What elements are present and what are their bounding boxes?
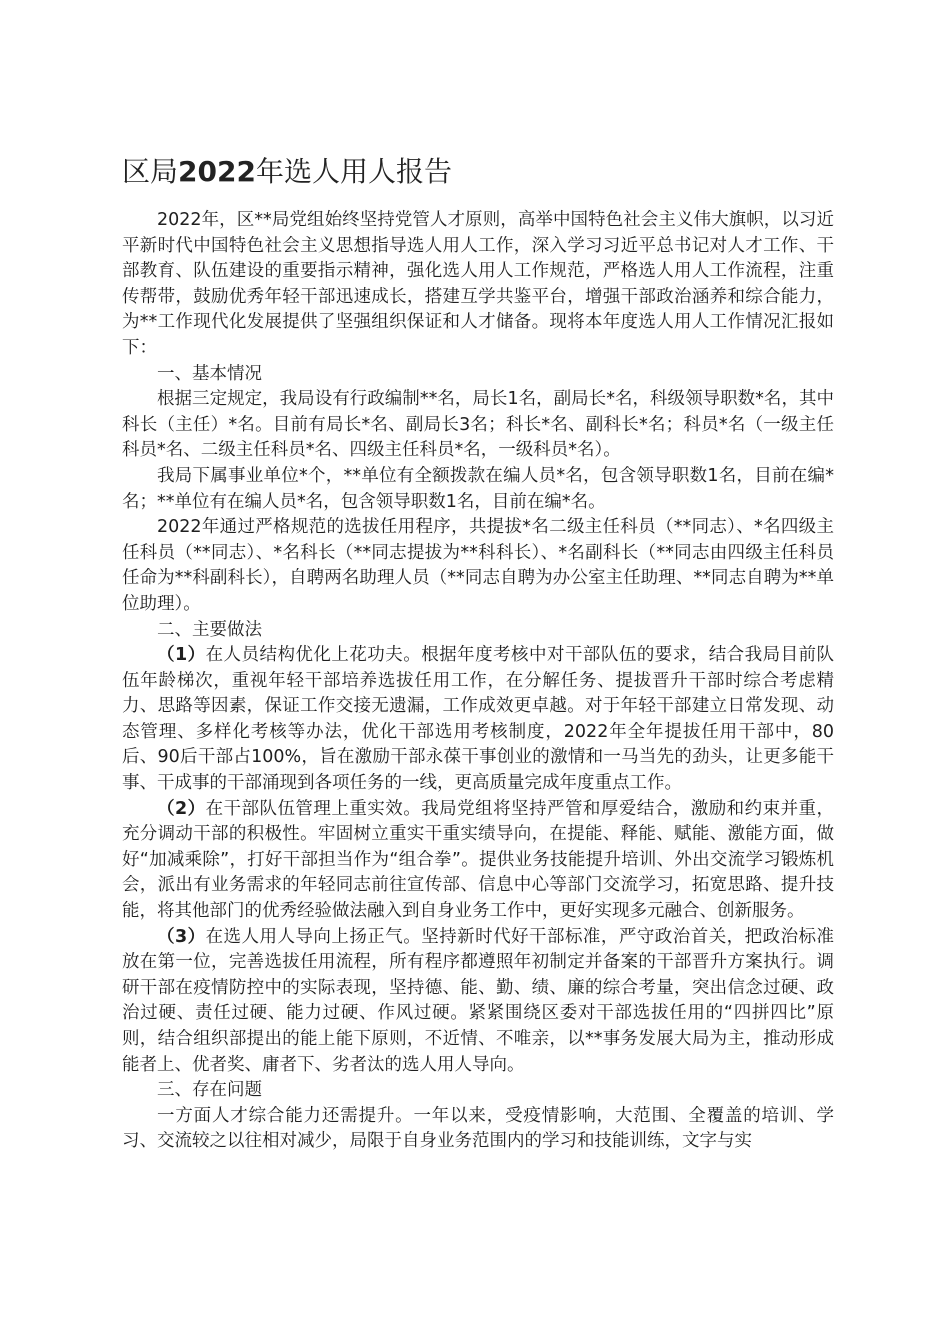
section-heading-problems: 三、存在问题 bbox=[157, 1080, 262, 1101]
title-suffix: 年选人用人报告 bbox=[255, 155, 452, 188]
title-prefix: 区局 bbox=[122, 155, 179, 188]
paragraph-practice-3-text: 在选人用人导向上扬正气。坚持新时代好干部标准，严守政治首关，把政治标准放在第一位，完善选拔任用流程，所有程序都遵照年初制定并备案的干部晋升方案执行。调研干部在疫情防控中的实际表现，坚持德、能、勤、绩、廉的综合考量，突出信念过硬、政治过硬、责任过硬、能力过硬、作风过硬。紧紧围绕区委对干部选拔任用的“四拼四比”原则，结合组织部提出的能上能下原则，不近情、不唯亲，以**事务发展大局为主，推动形成能者上、优者奖、庸者下、劣者汰的选人用人导向。 bbox=[122, 926, 834, 1075]
paragraph-practice-3 bbox=[122, 925, 834, 1079]
item-number-3: （3） bbox=[157, 926, 206, 947]
section-heading-basic: 一、基本情况 bbox=[157, 363, 262, 384]
paragraph-affiliated-units: 我局下属事业单位*个，**单位有全额拨款在编人员*名，包含领导职数1名，目前在编*名；**单位有在编人员*名，包含领导职数1名，目前在编*名。 bbox=[122, 465, 834, 512]
title-year: 2022 bbox=[178, 155, 256, 188]
paragraph-practice-1 bbox=[122, 643, 834, 797]
paragraph-intro: 2022年，区**局党组始终坚持党管人才原则，高举中国特色社会主义伟大旗帜，以习近平新时代中国特色社会主义思想指导选人用人工作，深入学习习近平总书记对人才工作、干部教育、队伍建设的重要指示精神，强化选人用人工作规范，严格选人用人工作流程，注重传帮带，鼓励优秀年轻干部迅速成长，搭建互学共鉴平台，增强干部政治涵养和综合能力，为**工作现代化发展提供了坚强组织保证和人才储备。现将本年度选人用人工作情况汇报如下： bbox=[122, 210, 834, 358]
paragraph-staffing: 根据三定规定，我局设有行政编制**名，局长1名，副局长*名，科级领导职数*名，其中科长（主任）*名。目前有局长*名、副局长3名；科长*名、副科长*名；科员*名（一级主任科员*名、二级主任科员*名、四级主任科员*名，一级科员*名）。 bbox=[122, 389, 834, 461]
paragraph-practice-2 bbox=[122, 797, 834, 925]
paragraph-problems: 一方面人才综合能力还需提升。一年以来，受疫情影响，大范围、全覆盖的培训、学习、交流较之以往相对减少，局限于自身业务范围内的学习和技能训练，文字与实 bbox=[122, 1105, 834, 1152]
paragraph-promotions: 2022年通过严格规范的选拔任用程序，共提拔*名二级主任科员（**同志）、*名四级主任科员（**同志）、*名科长（**同志提拔为**科科长）、*名副科长（**同志由四级主任科员任命为**科副科长），自聘两名助理人员（**同志自聘为办公室主任助理、**同志自聘为**单位助理）。 bbox=[122, 517, 834, 614]
section-heading-practices: 二、主要做法 bbox=[157, 619, 262, 640]
item-number-1: （1） bbox=[157, 645, 206, 666]
document-title bbox=[122, 152, 842, 192]
paragraph-practice-2-text: 在干部队伍管理上重实效。我局党组将坚持严管和厚爱结合，激励和约束并重，充分调动干部的积极性。牢固树立重实干重实绩导向，在提能、释能、赋能、激能方面，做好“加减乘除”，打好干部担当作为“组合拳”。提供业务技能提升培训、外出交流学习锻炼机会，派出有业务需求的年轻同志前往宣传部、信息中心等部门交流学习，拓宽思路、提升技能，将其他部门的优秀经验做法融入到自身业务工作中，更好实现多元融合、创新服务。 bbox=[122, 798, 834, 922]
paragraph-practice-1-text: 在人员结构优化上花功夫。根据年度考核中对干部队伍的要求，结合我局目前队伍年龄梯次，重视年轻干部培养选拔任用工作，在分解任务、提拔晋升干部时综合考虑精力、思路等因素，保证工作交接无遗漏，工作成效更卓越。对于年轻干部建立日常发现、动态管理、多样化考核等办法，优化干部选用考核制度，2022年全年提拔任用干部中，80后、90后干部占100%，旨在激励干部永葆干事创业的激情和一马当先的劲头，让更多能干事、干成事的干部涌现到各项任务的一线，更高质量完成年度重点工作。 bbox=[122, 645, 834, 794]
document-body bbox=[122, 208, 834, 1155]
item-number-2: （2） bbox=[157, 798, 206, 819]
